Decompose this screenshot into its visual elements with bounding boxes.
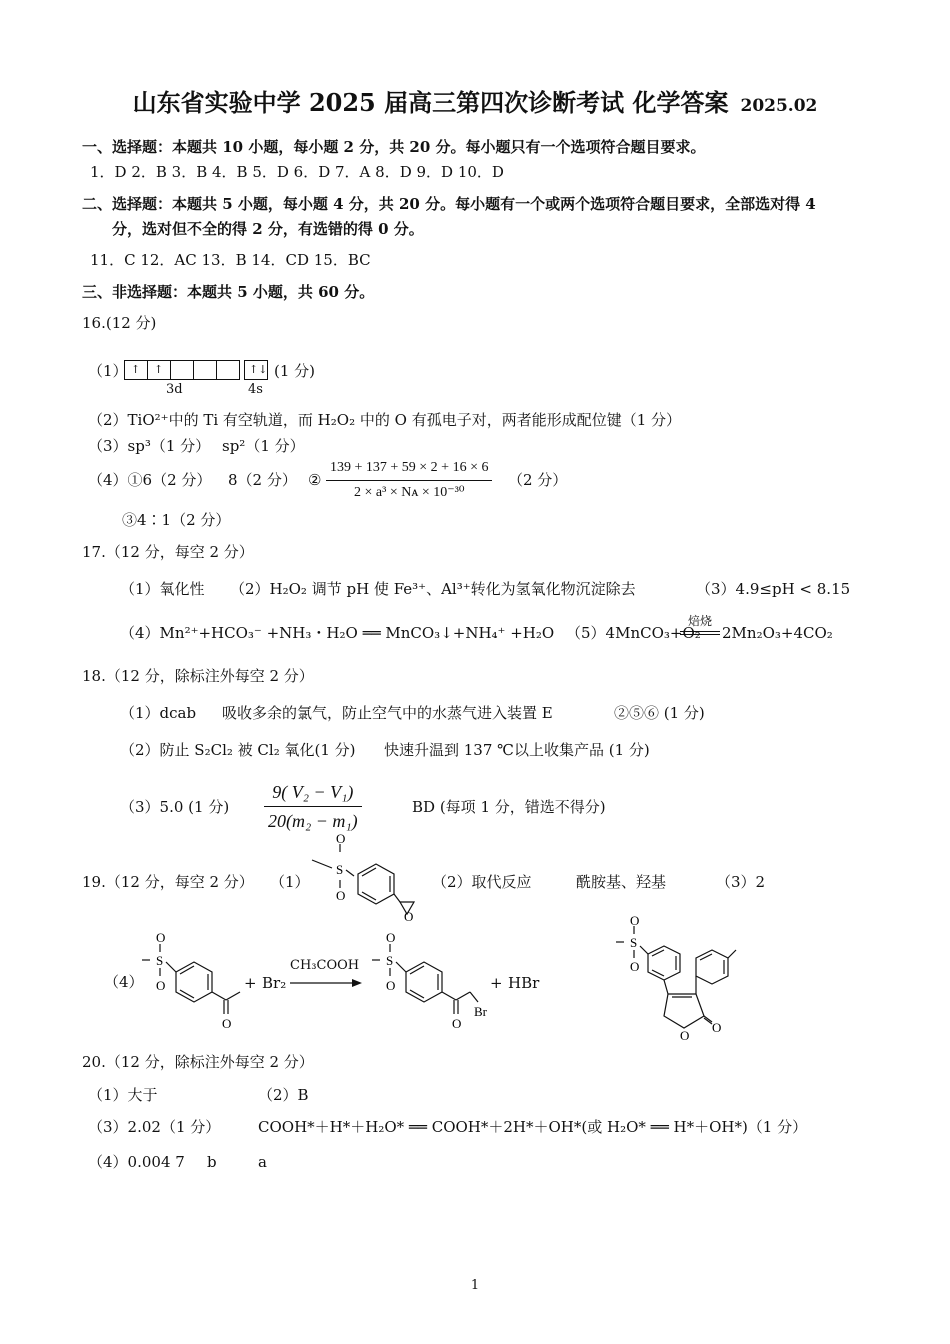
sec2-heading-line2: 分，选对但不全的得 2 分，有选错的得 0 分。 (112, 220, 424, 238)
hbr-product: HBr (508, 974, 540, 992)
q18-l1-c: ②⑤⑥ (1 分) (614, 704, 705, 722)
ring-oxygen-label: O (680, 1028, 690, 1043)
q19-p1: （1） (270, 873, 310, 891)
orbital-3d-boxes: ↑ ↑ (124, 360, 240, 380)
oxygen-label-d2: O (630, 959, 640, 974)
density-numerator: 139 + 137 + 59 × 2 + 16 × 6 (326, 458, 492, 481)
q20-p4-a: （4）0.004 7 (88, 1153, 185, 1171)
q18-l2-b: 快速升温到 137 ℃以上收集产品 (1 分) (384, 741, 650, 759)
q20-p3-b: COOH*＋H*＋H₂O* ══ COOH*＋2H*＋OH*(或 H₂O* ══ H*＋OH*)（1 分） (258, 1118, 808, 1136)
reaction-arrow (290, 978, 362, 988)
q18-l3-b: BD (每项 1 分，错选不得分) (412, 798, 606, 816)
q16-header: 16.(12 分) (82, 314, 157, 332)
acetyl-structure (138, 930, 248, 1042)
sec1-answers: 1．D 2．B 3．B 4．B 5．D 6．D 7．A 8．D 9．D 10．D (90, 163, 504, 181)
oxygen-label-b2: O (156, 978, 166, 993)
purity-numerator: 9( V₂ − V₁) (264, 780, 362, 807)
oxygen-label-c2: O (386, 978, 396, 993)
purity-denominator: 20(m₂ − m₁) (268, 811, 358, 831)
q18-l3-a: （3）5.0 (1 分) (120, 798, 230, 816)
orbital-4s-label: 4s (248, 382, 263, 397)
q16-p1-label: （1） (88, 362, 128, 380)
oxygen-label-b1: O (156, 930, 166, 945)
q16-p1-score: (1 分) (274, 362, 316, 380)
orbital-4s-box: ↑↓ (244, 360, 268, 380)
orbital-3d-label: 3d (166, 382, 183, 397)
q20-p2: （2）B (258, 1086, 309, 1104)
oxygen-label-c1: O (386, 930, 396, 945)
q17-l2-b: （5）4MnCO₃+O₂ (566, 624, 701, 642)
q16-p4-b: 8（2 分） (228, 471, 297, 489)
sec3-heading: 三、非选择题：本题共 5 小题，共 60 分。 (82, 283, 375, 301)
solvent-condition: CH₃COOH (290, 958, 360, 973)
oxygen-label-c3: O (452, 1016, 462, 1031)
q18-header: 18.（12 分，除标注外每空 2 分） (82, 667, 314, 685)
q20-header: 20.（12 分，除标注外每空 2 分） (82, 1053, 314, 1071)
oxygen-label-a1: O (336, 831, 346, 846)
q20-p4-c: a (258, 1153, 267, 1171)
roast-condition: 焙烧 (688, 614, 713, 628)
sulfur-label-a: S (336, 862, 344, 877)
plus-sign-1: + (244, 974, 257, 992)
q18-l1-b: 吸收多余的氯气，防止空气中的水蒸气进入装置 E (222, 704, 553, 722)
q18-l2-a: （2）防止 S₂Cl₂ 被 Cl₂ 氧化(1 分) (120, 741, 356, 759)
q16-p4-c: ② (308, 471, 322, 489)
bromine-atom-label: Br (474, 1004, 487, 1019)
q19-p4: （4） (104, 973, 144, 991)
carbonyl-oxygen-label: O (712, 1020, 722, 1035)
q19-p2-b: 酰胺基、羟基 (576, 873, 667, 891)
density-denominator: 2 × a³ × Nᴀ × 10⁻³⁰ (354, 485, 465, 500)
epoxide-structure (300, 830, 420, 922)
q16-p2: （2）TiO²⁺中的 Ti 有空轨道，而 H₂O₂ 中的 O 有孤电子对，两者能形成配位键（1 分） (88, 411, 682, 429)
title-text: 山东省实验中学 2025 届高三第四次诊断考试 化学答案 (132, 88, 729, 117)
furanone-structure (612, 916, 762, 1046)
sulfur-label-c: S (386, 953, 394, 968)
oxygen-label-b3: O (222, 1016, 232, 1031)
q17-l2-a: （4）Mn²⁺+HCO₃⁻ +NH₃・H₂O ══ MnCO₃↓+NH₄⁺ +H₂O (120, 624, 555, 642)
q16-p4-a: （4）①6（2 分） (88, 471, 212, 489)
q17-l1-c: （3）4.9≤pH < 8.15 (696, 580, 851, 598)
plus-sign-2: + (490, 974, 503, 992)
sulfur-label-d: S (630, 935, 638, 950)
density-fraction (326, 458, 492, 503)
q17-l1-b: （2）H₂O₂ 调节 pH 使 Fe³⁺、Al³⁺转化为氢氧化物沉淀除去 (230, 580, 636, 598)
q16-p4-score: （2 分） (508, 471, 568, 489)
title-date: 2025.02 (740, 96, 818, 116)
bromine-reagent: Br₂ (262, 974, 287, 992)
bromoacetyl-structure (368, 930, 498, 1042)
q20-p3-a: （3）2.02（1 分） (88, 1118, 221, 1136)
sec1-heading: 一、选择题：本题共 10 小题，每小题 2 分，共 20 分。每小题只有一个选项符合题目要求。 (82, 138, 706, 156)
oxygen-label-d1: O (630, 916, 640, 928)
q17-header: 17.（12 分，每空 2 分） (82, 543, 254, 561)
q20-p4-b: b (207, 1153, 217, 1171)
sec2-answers: 11．C 12．AC 13．B 14．CD 15．BC (90, 251, 371, 269)
page-number: 1 (470, 1278, 480, 1293)
q16-p3-b: sp²（1 分） (222, 437, 305, 455)
q16-p3-a: （3）sp³（1 分） (88, 437, 211, 455)
page-title (0, 88, 950, 121)
q17-l2-c: 2Mn₂O₃+4CO₂ (722, 624, 833, 642)
condition-arrow-top (680, 631, 720, 632)
q18-l1-a: （1）dcab (120, 704, 197, 722)
q19-header: 19.（12 分，每空 2 分） (82, 873, 254, 891)
q20-p1: （1）大于 (88, 1086, 158, 1104)
q17-l1-a: （1）氧化性 (120, 580, 205, 598)
condition-arrow-bottom (680, 634, 720, 635)
q16-p4-d: ③4∶1（2 分） (122, 511, 231, 529)
sec2-heading-line1: 二、选择题：本题共 5 小题，每小题 4 分，共 20 分。每小题有一个或两个选项符合题目要求，全部选对得 4 (82, 195, 816, 213)
q19-p3: （3）2 (716, 873, 766, 891)
oxygen-label-a2: O (336, 888, 346, 903)
sulfur-label-b: S (156, 953, 164, 968)
q19-p2: （2）取代反应 (432, 873, 532, 891)
oxygen-label-a3: O (404, 909, 414, 922)
purity-fraction (264, 780, 362, 833)
